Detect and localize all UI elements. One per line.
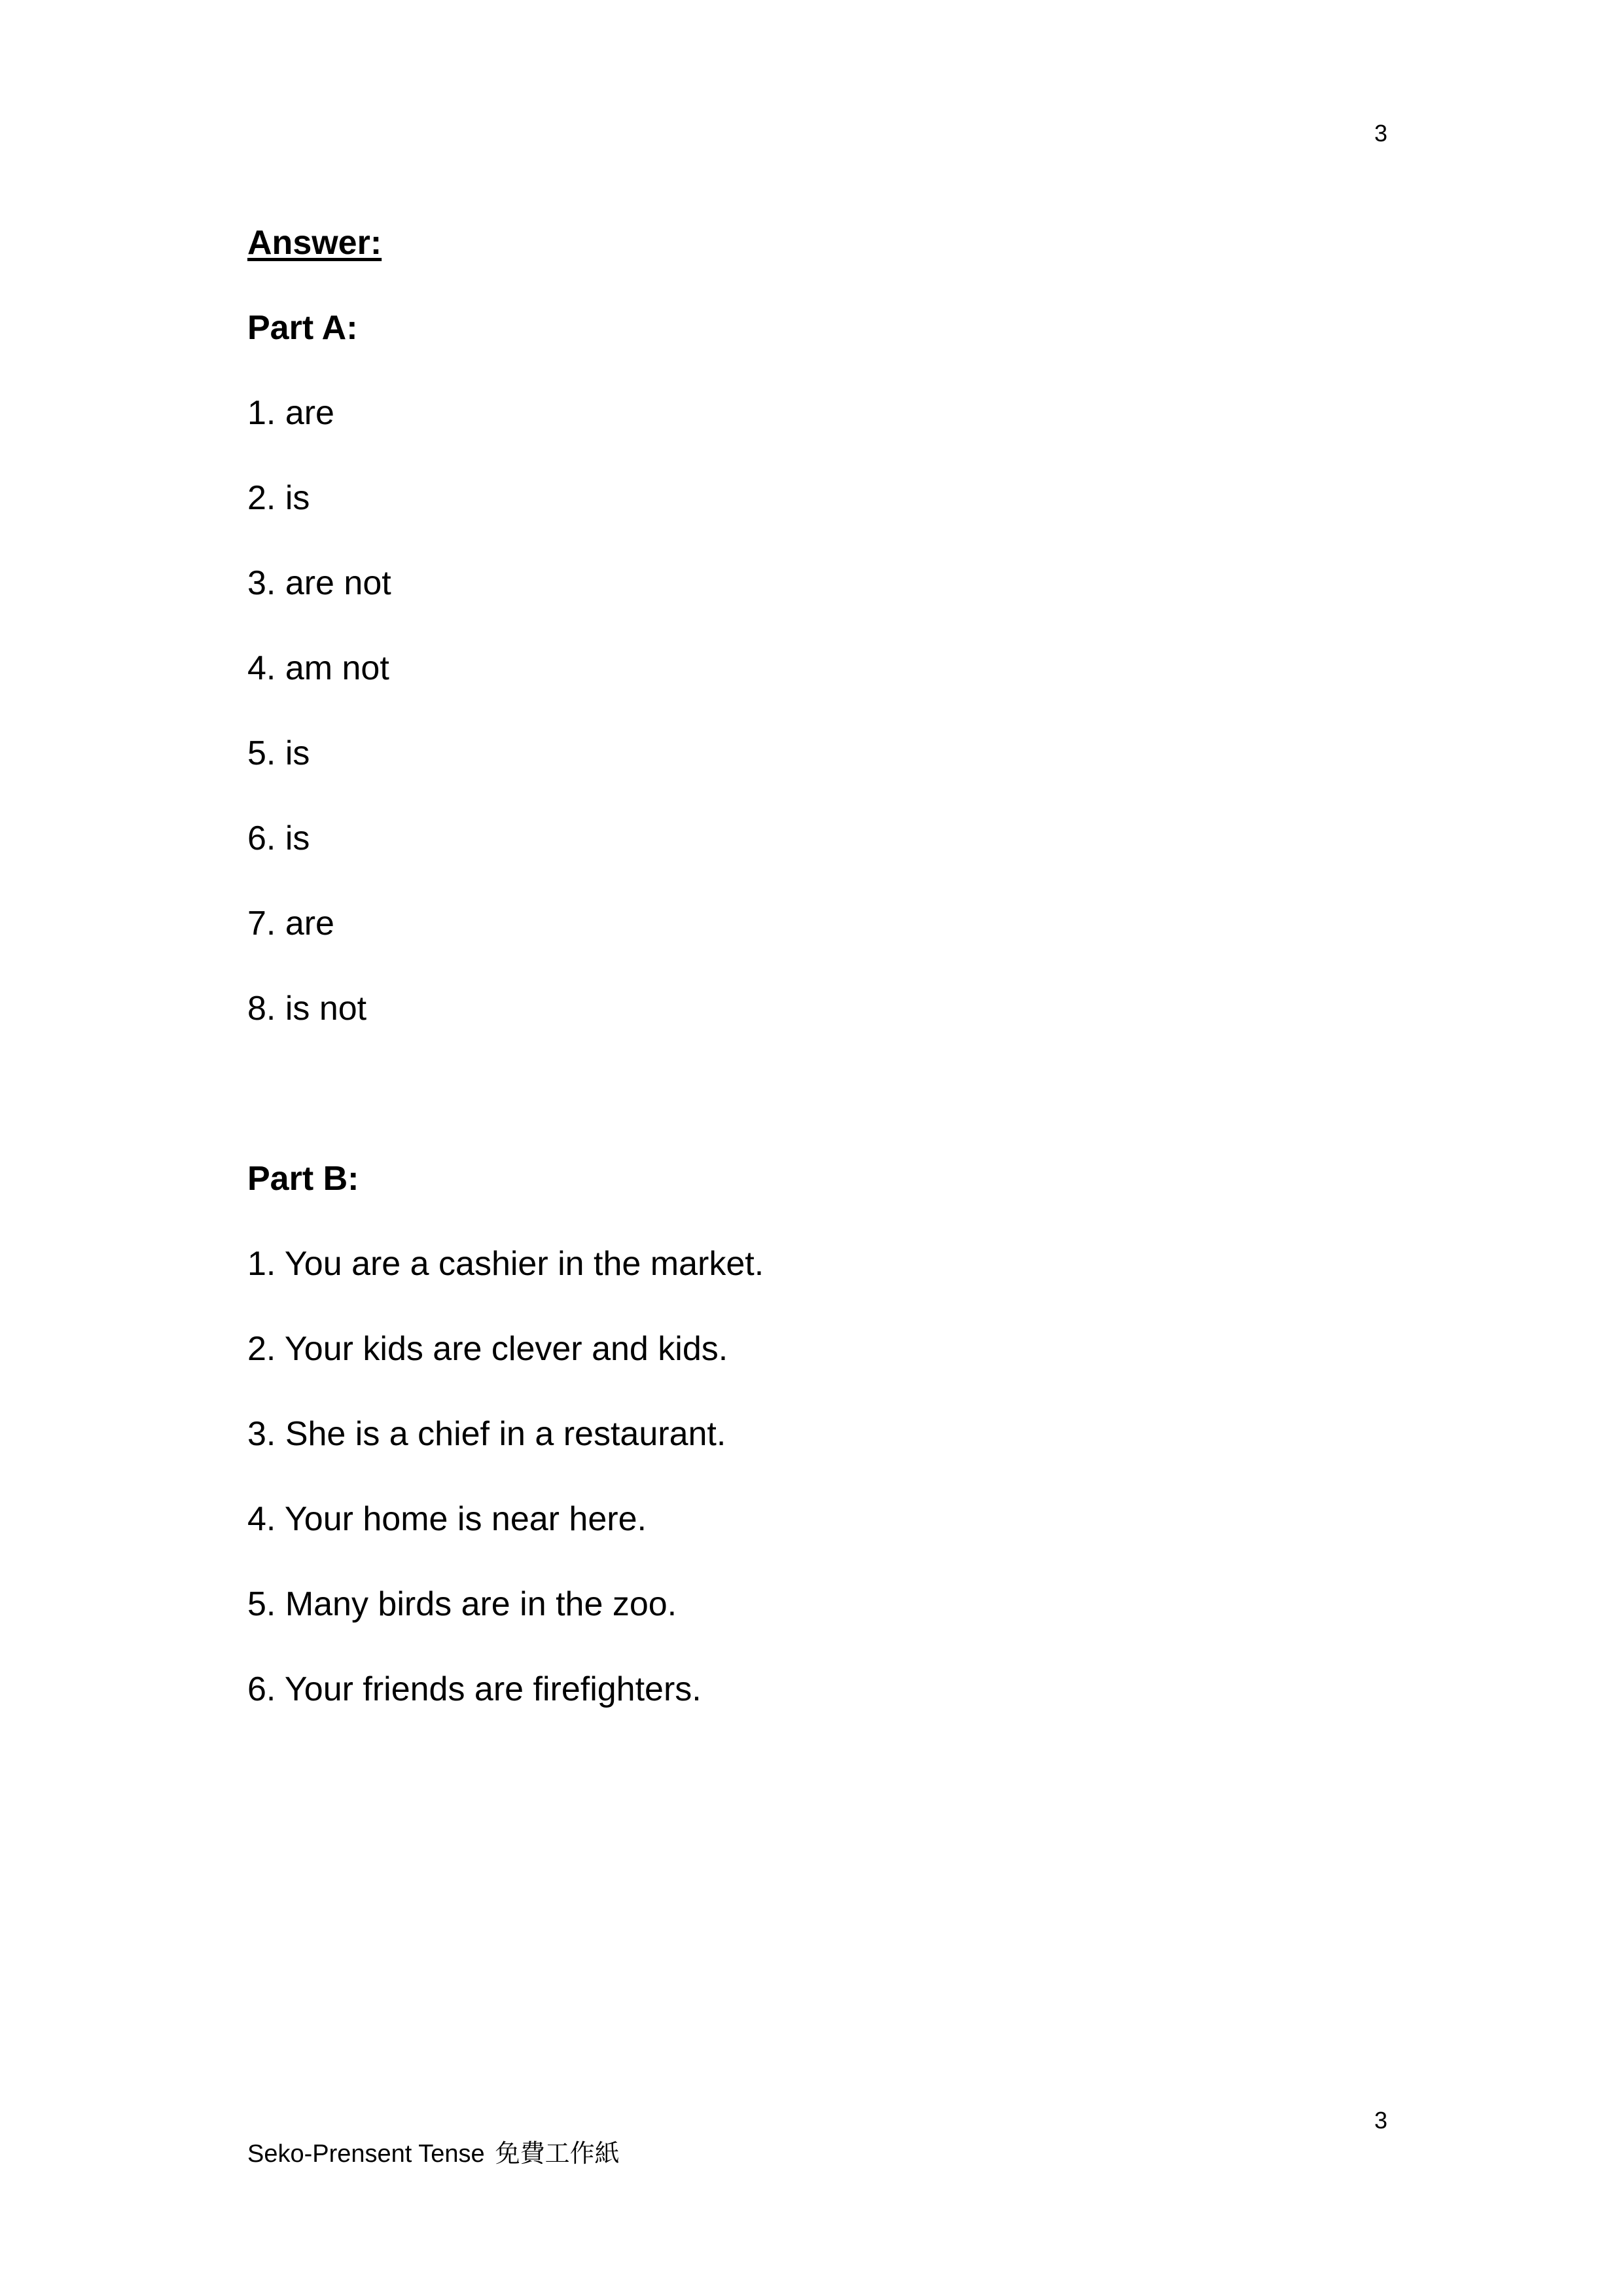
- list-item: 6. is: [247, 819, 310, 857]
- list-item: 5. Many birds are in the zoo.: [247, 1585, 677, 1623]
- list-item: 3. She is a chief in a restaurant.: [247, 1415, 726, 1453]
- list-item: 4. am not: [247, 649, 389, 687]
- part-b-heading: Part B:: [247, 1160, 359, 1198]
- page-number-top: 3: [1374, 120, 1388, 147]
- footer-cjk-text: 免費工作紙: [495, 2139, 620, 2168]
- page-footer: [247, 2137, 620, 2170]
- list-item: 6. Your friends are firefighters.: [247, 1670, 702, 1708]
- part-a-section: [247, 304, 1425, 1032]
- page-number-bottom: 3: [1374, 2107, 1388, 2134]
- footer-text: Seko-Prensent Tense: [247, 2140, 485, 2168]
- list-item: 2. Your kids are clever and kids.: [247, 1330, 728, 1368]
- list-item: 5. is: [247, 734, 310, 772]
- part-a-list: [247, 389, 1425, 1032]
- answer-title: Answer:: [247, 224, 382, 262]
- list-item: 1. are: [247, 394, 334, 432]
- part-a-heading: Part A:: [247, 309, 358, 347]
- list-item: 7. are: [247, 905, 334, 942]
- list-item: 2. is: [247, 479, 310, 517]
- list-item: 3. are not: [247, 564, 391, 602]
- list-item: 8. is not: [247, 990, 367, 1028]
- list-item: 1. You are a cashier in the market.: [247, 1245, 764, 1283]
- part-b-section: [247, 1155, 1425, 1713]
- part-b-list: [247, 1240, 1425, 1713]
- list-item: 4. Your home is near here.: [247, 1500, 647, 1538]
- answer-key: [247, 219, 1425, 1751]
